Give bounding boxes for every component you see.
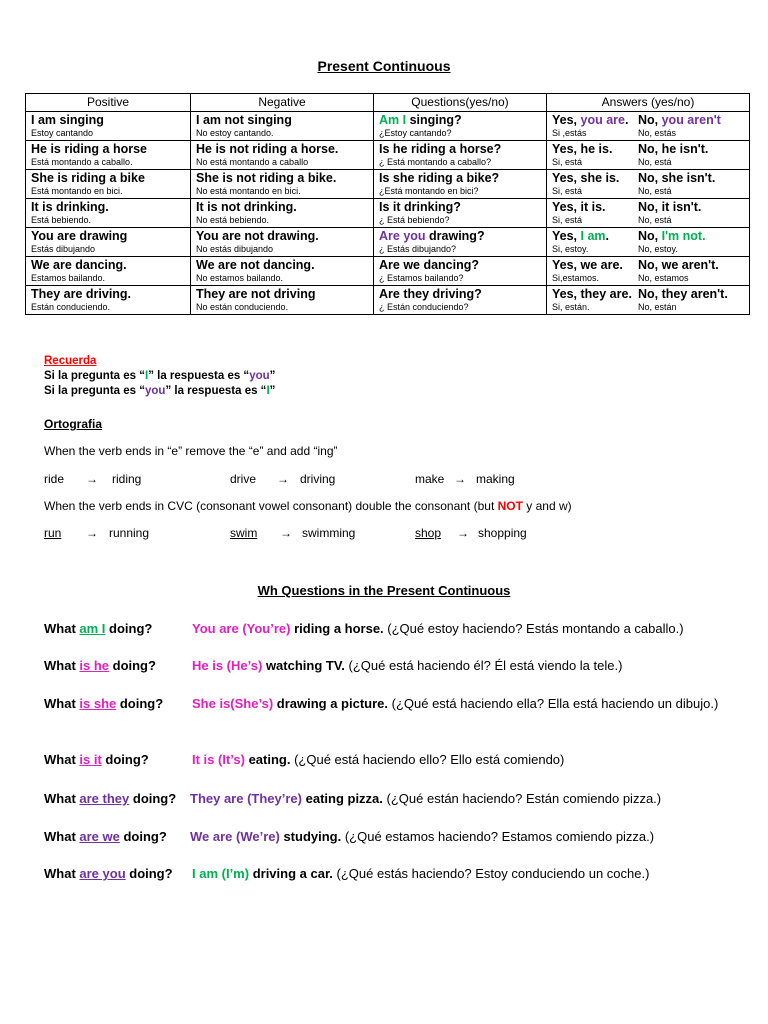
positive-sentence: He is riding a horse — [31, 142, 148, 156]
text: ” — [269, 370, 276, 382]
question-highlight: are they — [79, 791, 130, 806]
example-base: run — [44, 526, 62, 540]
answer-highlight: He is (He’s) — [192, 658, 263, 673]
question-text: Are we dancing? — [379, 258, 480, 272]
arrow-icon: → — [277, 472, 289, 486]
text: When the verb ends in CVC (consonant vowel consonant) double the consonant (but — [44, 499, 498, 513]
wh-section-title: Wh Questions in the Present Continuous — [257, 583, 511, 598]
arrow-icon: → — [280, 526, 292, 540]
wh-question-item — [44, 828, 724, 846]
answers-sentence — [552, 287, 744, 302]
example-result: swimming — [302, 526, 356, 540]
cell-question — [374, 257, 547, 286]
positive-translation: Está bebiendo. — [31, 215, 92, 225]
positive-sentence: She is riding a bike — [31, 171, 145, 185]
arrow-icon: → — [454, 472, 466, 486]
answer-yes-translation: Si,estamos. — [552, 273, 600, 283]
answer-no — [638, 229, 706, 244]
answer-highlight: She is(She’s) — [192, 696, 274, 711]
wh-translation: (¿Qué están haciendo? Están comiendo pizza.) — [382, 791, 662, 806]
not-highlight: NOT — [497, 499, 523, 513]
cell-answers — [547, 141, 750, 170]
answer-no-translation: No, están — [638, 302, 677, 312]
answer-yes — [552, 142, 638, 157]
answer-yes — [552, 171, 638, 186]
wh-question-item — [44, 657, 724, 675]
answer-yes-translation: Si ,estás — [552, 128, 587, 138]
question-translation: ¿ Están conduciendo? — [379, 302, 469, 312]
question-text: Is she riding a bike? — [379, 171, 500, 185]
wh-answer: drawing a picture. — [273, 696, 389, 711]
header-negative: Negative — [191, 94, 374, 112]
cell-answers — [547, 228, 750, 257]
rule-1: When the verb ends in “e” remove the “e” and add “ing” — [44, 444, 338, 458]
text: ” la respuesta es “ — [165, 385, 267, 397]
text: What — [44, 696, 80, 711]
negative-translation: No están conduciendo. — [196, 302, 289, 312]
question-highlight: Are you — [379, 229, 426, 243]
cell-answers — [547, 112, 750, 141]
answers-translation — [552, 302, 744, 313]
highlight-you: you — [249, 370, 270, 382]
cell-question — [374, 141, 547, 170]
text: y and w) — [522, 499, 572, 513]
negative-sentence: He is not riding a horse. — [196, 142, 339, 156]
text: doing? — [101, 752, 149, 767]
answer-text: No, it isn't. — [638, 200, 702, 214]
text: What — [44, 752, 80, 767]
positive-sentence: It is drinking. — [31, 200, 109, 214]
example-result: riding — [112, 472, 142, 486]
table-row — [26, 141, 750, 170]
answer-highlight: I am (I’m) — [192, 866, 250, 881]
answer-highlight: It is (It’s) — [192, 752, 245, 767]
negative-translation: No estoy cantando. — [196, 128, 274, 138]
answer-text: No, she isn't. — [638, 171, 716, 185]
negative-translation: No estás dibujando — [196, 244, 274, 254]
answer-no-translation: No, estás — [638, 128, 677, 138]
negative-sentence: They are not driving — [196, 287, 316, 301]
answers-sentence — [552, 258, 744, 273]
answer-highlight: We are (We’re) — [190, 829, 280, 844]
cell-positive — [26, 257, 191, 286]
negative-sentence: She is not riding a bike. — [196, 171, 337, 185]
example-base: drive — [230, 472, 257, 486]
answers-sentence — [552, 142, 744, 157]
cell-question — [374, 228, 547, 257]
answer-highlight: They are (They’re) — [190, 791, 302, 806]
answer-no — [638, 171, 715, 186]
answer-text: No, they aren't. — [638, 287, 728, 301]
question-translation: ¿Está montando en bici? — [379, 186, 479, 196]
negative-translation: No estamos bailando. — [196, 273, 284, 283]
cell-question — [374, 286, 547, 315]
arrow-icon: → — [86, 526, 98, 540]
answer-yes-translation: Si, está — [552, 157, 583, 167]
answer-yes-translation: Si, están. — [552, 302, 590, 312]
recuerda-heading: Recuerda — [44, 355, 97, 367]
question-text: singing? — [406, 113, 462, 127]
table-row — [26, 286, 750, 315]
cell-negative — [191, 199, 374, 228]
cell-answers — [547, 286, 750, 315]
answer-text: Yes, she is. — [552, 171, 620, 185]
answers-translation — [552, 186, 744, 197]
header-positive: Positive — [26, 94, 191, 112]
answers-translation — [552, 244, 744, 255]
positive-sentence: You are drawing — [31, 229, 128, 243]
question-highlight: am I — [79, 621, 106, 636]
answers-translation — [552, 215, 744, 226]
question-sentence — [379, 171, 541, 186]
answer-yes — [552, 113, 638, 128]
negative-translation: No está montando a caballo — [196, 157, 309, 167]
wh-translation: (¿Qué está haciendo ella? Ella está haciendo un dibujo.) — [388, 696, 719, 711]
cell-positive — [26, 112, 191, 141]
answer-highlight: you aren't — [661, 113, 721, 127]
header-questions: Questions(yes/no) — [374, 94, 547, 112]
example-base: ride — [44, 472, 65, 486]
positive-translation: Está montando en bici. — [31, 186, 123, 196]
answer-no — [638, 113, 721, 128]
answer-text: Yes, it is. — [552, 200, 606, 214]
text: What — [44, 658, 80, 673]
cell-question — [374, 112, 547, 141]
wh-question-item — [44, 695, 724, 713]
table-row — [26, 170, 750, 199]
question-text: drawing? — [425, 229, 485, 243]
text: What — [44, 829, 80, 844]
cell-negative — [191, 170, 374, 199]
cell-negative — [191, 257, 374, 286]
wh-question-item — [44, 620, 724, 638]
answer-text: Yes, — [552, 113, 581, 127]
question-translation: ¿ Está montando a caballo? — [379, 157, 492, 167]
answers-translation — [552, 128, 744, 139]
table-row — [26, 257, 750, 286]
answer-text: No, we aren't. — [638, 258, 719, 272]
positive-sentence: We are dancing. — [31, 258, 127, 272]
wh-question — [44, 695, 192, 713]
text: doing? — [119, 829, 167, 844]
positive-translation: Estás dibujando — [31, 244, 96, 254]
cell-negative — [191, 141, 374, 170]
answer-no-translation: No, está — [638, 157, 672, 167]
text: Si la pregunta es “ — [44, 385, 145, 397]
example-base: shop — [415, 526, 442, 540]
answer-no-translation: No, está — [638, 186, 672, 196]
text: doing? — [116, 696, 164, 711]
cell-negative — [191, 228, 374, 257]
header-answers: Answers (yes/no) — [547, 94, 750, 112]
wh-translation: (¿Qué estoy haciendo? Estás montando a caballo.) — [383, 621, 684, 636]
answer-no-translation: No, estoy. — [638, 244, 678, 254]
negative-sentence: You are not drawing. — [196, 229, 319, 243]
cell-answers — [547, 257, 750, 286]
answer-no — [638, 258, 719, 273]
positive-translation: Estamos bailando. — [31, 273, 106, 283]
wh-translation: (¿Qué está haciendo ello? Ello está comiendo) — [290, 752, 565, 767]
question-highlight: is she — [79, 696, 117, 711]
table-header-row — [26, 94, 750, 112]
wh-question-item — [44, 865, 724, 883]
answer-text: Yes, — [552, 229, 581, 243]
answer-yes-translation: Si, estoy. — [552, 244, 589, 254]
answer-no — [638, 287, 728, 302]
positive-translation: Estoy cantando — [31, 128, 94, 138]
table-row — [26, 228, 750, 257]
cell-negative — [191, 112, 374, 141]
question-translation: ¿ Está bebiendo? — [379, 215, 450, 225]
wh-translation: (¿Qué estás haciendo? Estoy conduciendo un coche.) — [332, 866, 650, 881]
cell-answers — [547, 170, 750, 199]
example-result: shopping — [478, 526, 527, 540]
example-base: make — [415, 472, 445, 486]
negative-translation: No está bebiendo. — [196, 215, 270, 225]
wh-question-item — [44, 751, 724, 769]
text: What — [44, 866, 80, 881]
highlight-i: I — [266, 385, 270, 397]
answer-yes — [552, 287, 638, 302]
example-result: making — [476, 472, 515, 486]
wh-answer: driving a car. — [249, 866, 333, 881]
recuerda-line-1 — [44, 369, 275, 384]
cell-positive — [26, 228, 191, 257]
answer-yes — [552, 258, 638, 273]
text: ” — [269, 385, 276, 397]
question-highlight: Am I — [379, 113, 407, 127]
answers-sentence — [552, 200, 744, 215]
question-sentence — [379, 113, 541, 128]
cell-positive — [26, 170, 191, 199]
wh-question-item — [44, 790, 724, 808]
text: ” la respuesta es “ — [148, 370, 250, 382]
recuerda-line-2 — [44, 384, 275, 399]
answers-sentence — [552, 171, 744, 186]
negative-sentence: I am not singing — [196, 113, 292, 127]
wh-answer: riding a horse. — [290, 621, 384, 636]
cell-negative — [191, 286, 374, 315]
cell-answers — [547, 199, 750, 228]
question-highlight: is it — [79, 752, 102, 767]
wh-question — [44, 790, 190, 808]
question-translation: ¿ Estás dibujando? — [379, 244, 457, 254]
cell-question — [374, 170, 547, 199]
wh-answer: studying. — [279, 829, 342, 844]
wh-answer: watching TV. — [262, 658, 345, 673]
question-translation: ¿ Estamos bailando? — [379, 273, 464, 283]
wh-answer: eating. — [244, 752, 291, 767]
positive-sentence: They are driving. — [31, 287, 132, 301]
wh-translation: (¿Qué está haciendo él? Él está viendo la tele.) — [344, 658, 623, 673]
question-highlight: is he — [79, 658, 110, 673]
question-sentence — [379, 142, 541, 157]
answer-no-translation: No, está — [638, 215, 672, 225]
answer-highlight: you are — [580, 113, 625, 127]
text: What — [44, 621, 80, 636]
answer-text: No, — [638, 229, 662, 243]
question-highlight: are you — [79, 866, 126, 881]
example-result: driving — [300, 472, 336, 486]
highlight-you: you — [144, 385, 166, 397]
question-text: Is he riding a horse? — [379, 142, 502, 156]
answers-translation — [552, 157, 744, 168]
question-sentence — [379, 229, 541, 244]
wh-question — [44, 751, 192, 769]
negative-sentence: We are not dancing. — [196, 258, 315, 272]
rule-2 — [44, 499, 572, 514]
answers-sentence — [552, 229, 744, 244]
answers-sentence — [552, 113, 744, 128]
positive-translation: Está montando a caballo. — [31, 157, 133, 167]
cell-positive — [26, 286, 191, 315]
cell-question — [374, 199, 547, 228]
text: Si la pregunta es “ — [44, 370, 145, 382]
text: doing? — [129, 791, 177, 806]
heading-text: Ortografia — [44, 417, 103, 431]
wh-answer: eating pizza. — [302, 791, 383, 806]
answer-text: . — [605, 229, 609, 243]
answer-text: No, — [638, 113, 662, 127]
question-text: Is it drinking? — [379, 200, 461, 214]
question-translation: ¿Estoy cantando? — [379, 128, 452, 138]
answer-yes-translation: Si, está — [552, 186, 583, 196]
question-sentence — [379, 287, 541, 302]
cell-positive — [26, 199, 191, 228]
answers-translation — [552, 273, 744, 284]
text: What — [44, 791, 80, 806]
question-sentence — [379, 258, 541, 273]
ortografia-heading — [44, 417, 102, 432]
negative-translation: No está montando en bici. — [196, 186, 301, 196]
table-row — [26, 199, 750, 228]
arrow-icon: → — [457, 526, 469, 540]
highlight-i: I — [144, 370, 149, 382]
answer-highlight: I'm not. — [661, 229, 706, 243]
negative-sentence: It is not drinking. — [196, 200, 297, 214]
answer-yes-translation: Si, está — [552, 215, 583, 225]
answer-text: No, he isn't. — [638, 142, 709, 156]
answer-highlight: I am — [580, 229, 606, 243]
answer-no — [638, 142, 708, 157]
answer-text: . — [624, 113, 629, 127]
question-highlight: are we — [79, 829, 120, 844]
answer-highlight: You are (You’re) — [192, 621, 291, 636]
example-result: running — [109, 526, 150, 540]
answer-text: Yes, they are. — [552, 287, 632, 301]
example-base: swim — [230, 526, 258, 540]
answer-no — [638, 200, 701, 215]
answer-text: Yes, he is. — [552, 142, 613, 156]
question-sentence — [379, 200, 541, 215]
positive-translation: Están conduciendo. — [31, 302, 111, 312]
text: doing? — [105, 621, 153, 636]
cell-positive — [26, 141, 191, 170]
wh-question — [44, 657, 192, 675]
wh-question — [44, 828, 190, 846]
table-row — [26, 112, 750, 141]
text: doing? — [125, 866, 173, 881]
answer-yes — [552, 200, 638, 215]
question-text: Are they driving? — [379, 287, 482, 301]
wh-translation: (¿Qué estamos haciendo? Estamos comiendo pizza.) — [341, 829, 655, 844]
answer-text: Yes, we are. — [552, 258, 623, 272]
arrow-icon: → — [86, 472, 98, 486]
positive-sentence: I am singing — [31, 113, 104, 127]
text: doing? — [109, 658, 156, 673]
page-title: Present Continuous — [317, 58, 451, 74]
recuerda-section — [44, 354, 275, 399]
answer-yes — [552, 229, 638, 244]
answer-no-translation: No, estamos — [638, 273, 689, 283]
wh-question — [44, 620, 192, 638]
grammar-table — [25, 93, 750, 315]
wh-question — [44, 865, 192, 883]
